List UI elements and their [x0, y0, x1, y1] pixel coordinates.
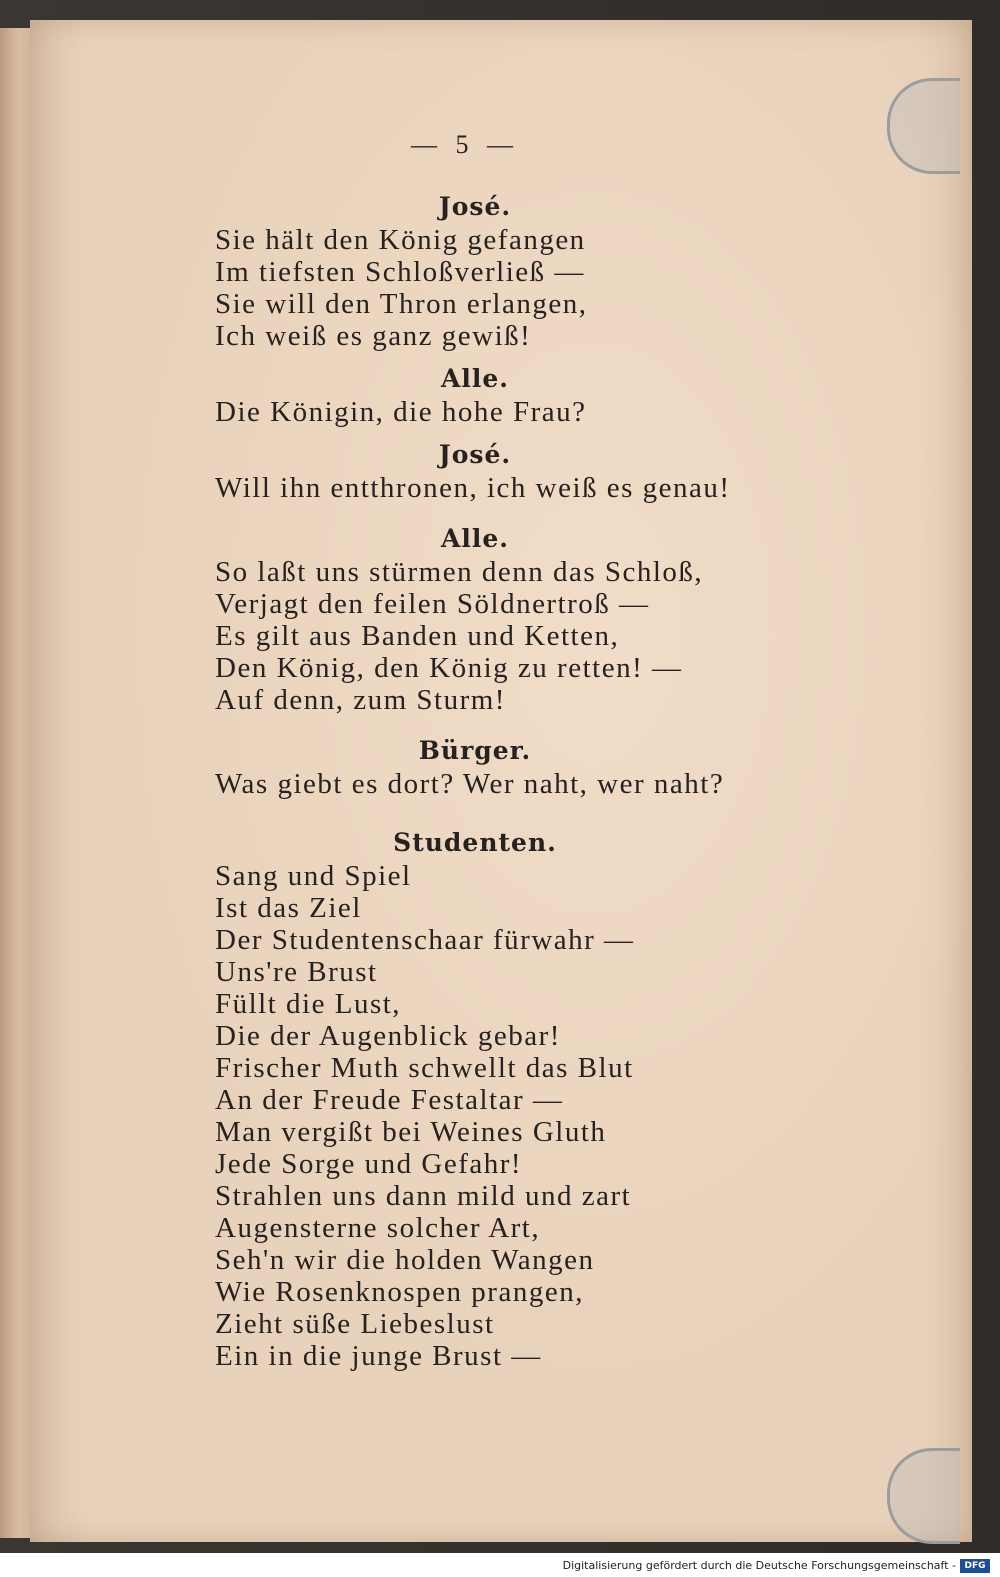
verse-line: Füllt die Lust, [215, 988, 402, 1020]
verse-line: Die der Augenblick gebar! [215, 1020, 561, 1052]
verse-line: Frischer Muth schwellt das Blut [215, 1052, 634, 1084]
verse-line: Es gilt aus Banden und Ketten, [215, 620, 620, 652]
verse-line: Will ihn entthronen, ich weiß es genau! [215, 472, 731, 504]
page-number: — 5 — [411, 130, 519, 159]
verse-line: Den König, den König zu retten! — [215, 652, 683, 684]
verse-line: Verjagt den feilen Söldnertroß — [215, 588, 650, 620]
dfg-logo: DFG [960, 1559, 990, 1573]
verse-line: Strahlen uns dann mild und zart [215, 1180, 632, 1212]
libretto-text [215, 190, 835, 1372]
verse-line: Was giebt es dort? Wer naht, wer naht? [215, 768, 725, 800]
verse-line: Sang und Spiel [215, 860, 412, 892]
verse-line: An der Freude Festaltar — [215, 1084, 564, 1116]
verse-line: Ist das Ziel [215, 892, 362, 924]
verse-line: Im tiefsten Schloßverließ — [215, 256, 585, 288]
verse-line: Ein in die junge Brust — [215, 1340, 542, 1372]
verse-line: Wie Rosenknospen prangen, [215, 1276, 584, 1308]
page-clip-bottom [887, 1448, 960, 1544]
speaker-heading: Studenten. [393, 828, 557, 857]
verse-line: Zieht süße Liebeslust [215, 1308, 495, 1340]
speaker-heading: Alle. [440, 524, 509, 553]
page-clip-top [887, 78, 960, 174]
speaker-heading: José. [438, 440, 512, 469]
verse-line: Der Studentenschaar fürwahr — [215, 924, 635, 956]
footer-credit: Digitalisierung gefördert durch die Deutsche Forschungsgemeinschaft - [562, 1559, 956, 1572]
verse-line: Sie hält den König gefangen [215, 224, 586, 256]
verse-line: Sie will den Thron erlangen, [215, 288, 588, 320]
verse-line: Die Königin, die hohe Frau? [215, 396, 587, 428]
verse-line: Auf denn, zum Sturm! [215, 684, 506, 716]
verse-line: Jede Sorge und Gefahr! [215, 1148, 523, 1180]
verse-line: So laßt uns stürmen denn das Schloß, [215, 556, 704, 588]
verse-line: Ich weiß es ganz gewiß! [215, 320, 532, 352]
verse-line: Augensterne solcher Art, [215, 1212, 541, 1244]
verse-line: Seh'n wir die holden Wangen [215, 1244, 595, 1276]
footer-bar [0, 1553, 1000, 1577]
speaker-heading: Bürger. [418, 736, 532, 765]
speaker-heading: José. [438, 192, 512, 221]
verse-line: Man vergißt bei Weines Gluth [215, 1116, 607, 1148]
speaker-heading: Alle. [440, 364, 509, 393]
verse-line: Uns're Brust [215, 956, 378, 988]
